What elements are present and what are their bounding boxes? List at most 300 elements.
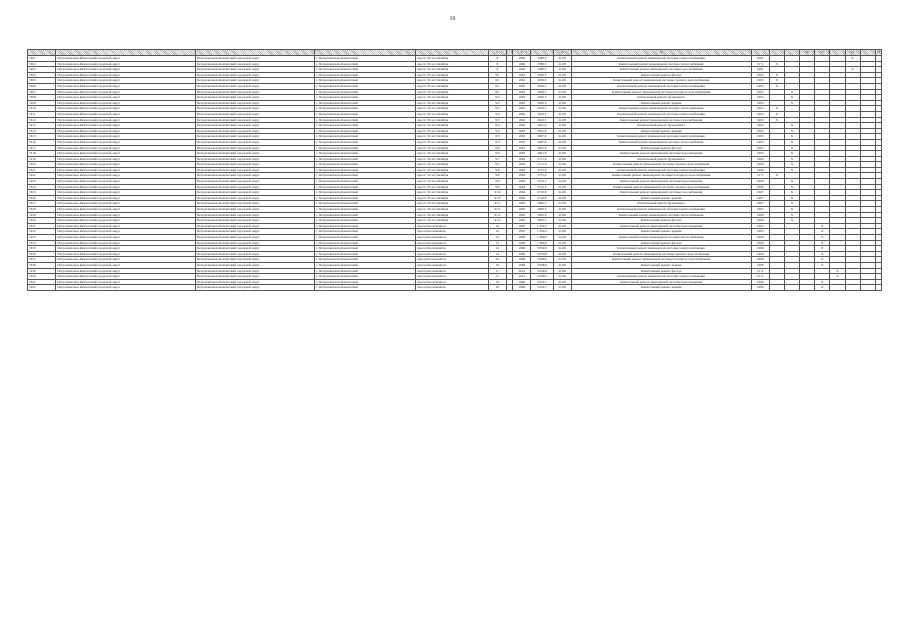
region-cell: Петропавловск-Камчатский городской округ — [56, 218, 195, 224]
city-cell: г. Петропавловск-Камчатский — [315, 246, 416, 252]
area-cell: 2711,0 — [531, 156, 553, 162]
city-cell: г. Петропавловск-Камчатский — [315, 128, 416, 134]
period-mark-cell: X — [784, 218, 799, 224]
area-cell: 2835,5 — [531, 212, 553, 218]
city-cell: г. Петропавловск-Камчатский — [315, 201, 416, 207]
city-cell: г. Петропавловск-Камчатский — [315, 151, 416, 157]
share-cell: 21,08 — [553, 61, 571, 67]
spacer-cell — [860, 285, 875, 291]
street-cell: просп. 50 лет Октября — [416, 207, 489, 213]
period-mark-cell — [769, 285, 784, 291]
region-cell: Петропавловск-Камчатский городской округ — [56, 162, 195, 168]
work-type-cell: Капитальный ремонт инженерной системы горячего водоснабжения — [571, 78, 751, 84]
city-cell: г. Петропавловск-Камчатский — [315, 184, 416, 190]
row-id: 7436 — [28, 251, 56, 257]
street-cell: просп. 50 лет Октября — [416, 61, 489, 67]
repair-year-cell: 1968 — [751, 212, 769, 218]
year-cell: 1964 — [513, 162, 531, 168]
house-number-cell: 9/11 — [488, 201, 506, 207]
area-cell: 3 059,8 — [531, 246, 553, 252]
work-type-cell: Капитальный ремонт инженерной системы электроснабжения — [571, 274, 751, 280]
period-mark-cell: X — [815, 240, 830, 246]
house-number-cell: 9/9 — [488, 179, 506, 185]
row-id: 7408 — [28, 95, 56, 101]
area-cell: 2691,8 — [531, 151, 553, 157]
street-cell: проезд Космонавтов — [416, 285, 489, 291]
row-id: 7404 — [28, 72, 56, 78]
city-cell: г. Петропавловск-Камчатский — [315, 134, 416, 140]
street-cell: просп. 50 лет Октября — [416, 162, 489, 168]
share-cell: 21,08 — [553, 274, 571, 280]
district-cell: Петропавловск-Камчатский городской округ — [195, 173, 314, 179]
region-cell: Петропавловск-Камчатский городской округ — [56, 251, 195, 257]
work-type-cell: Капитальный ремонт инженерной системы электроснабжения — [571, 83, 751, 89]
work-type-cell: Капитальный ремонт инженерной системы электроснабжения — [571, 167, 751, 173]
district-cell: Петропавловск-Камчатский городской округ — [195, 128, 314, 134]
year-cell: 1965 — [513, 229, 531, 235]
region-cell: Петропавловск-Камчатский городской округ — [56, 235, 195, 241]
district-cell: Петропавловск-Камчатский городской округ — [195, 179, 314, 185]
area-cell: 2716,8 — [531, 190, 553, 196]
area-cell: 2621,6 — [531, 128, 553, 134]
repair-year-cell: 1981 — [751, 67, 769, 73]
row-id: 7421 — [28, 167, 56, 173]
house-number-cell: 9/10 — [488, 195, 506, 201]
repair-year-cell: 1966 — [751, 246, 769, 252]
city-cell: г. Петропавловск-Камчатский — [315, 223, 416, 229]
street-cell: просп. 50 лет Октября — [416, 128, 489, 134]
share-cell: 21,08 — [553, 257, 571, 263]
row-id: 7426 — [28, 195, 56, 201]
year-cell: 1968 — [513, 262, 531, 268]
row-id: 7423 — [28, 179, 56, 185]
period-mark-cell: X — [815, 223, 830, 229]
region-cell: Петропавловск-Камчатский городской округ — [56, 83, 195, 89]
house-number-cell: 9/11 — [488, 207, 506, 213]
city-cell: г. Петропавловск-Камчатский — [315, 251, 416, 257]
area-cell: 2691,8 — [531, 145, 553, 151]
repair-year-cell: 1981 — [751, 56, 769, 62]
period-mark-cell: X — [815, 235, 830, 241]
region-cell: Петропавловск-Камчатский городской округ — [56, 95, 195, 101]
year-cell: 2014 — [513, 268, 531, 274]
house-number-cell: 9/3 — [488, 111, 506, 117]
area-cell: 3 040,0 — [531, 274, 553, 280]
period-mark-cell — [830, 285, 845, 291]
work-type-cell: Капитальный ремонт инженерной системы холодного водоснабжения — [571, 173, 751, 179]
house-number-cell: 9/3 — [488, 106, 506, 112]
area-cell: 1 480,6 — [531, 240, 553, 246]
street-cell: проезд Космонавтов — [416, 223, 489, 229]
region-cell: Петропавловск-Камчатский городской округ — [56, 56, 195, 62]
work-type-cell: Капитальный ремонт крыши — [571, 229, 751, 235]
share-cell: 21,08 — [553, 235, 571, 241]
city-cell: г. Петропавловск-Камчатский — [315, 179, 416, 185]
year-cell: 1963 — [513, 151, 531, 157]
row-id: 7440 — [28, 274, 56, 280]
work-type-cell: Капитальный ремонт фасада — [571, 268, 751, 274]
area-cell: 2616,5 — [531, 117, 553, 123]
district-cell: Петропавловск-Камчатский городской округ — [195, 123, 314, 129]
area-cell: 2380,3 — [531, 67, 553, 73]
year-cell: 1965 — [513, 218, 531, 224]
period-mark-cell: X — [784, 100, 799, 106]
region-cell: Петропавловск-Камчатский городской округ — [56, 151, 195, 157]
district-cell: Петропавловск-Камчатский городской округ — [195, 285, 314, 291]
repair-year-cell: 1965 — [751, 139, 769, 145]
repair-year-cell: 1963 — [751, 111, 769, 117]
house-number-cell: 9/4 — [488, 123, 506, 129]
period-mark-cell: X — [769, 117, 784, 123]
house-number-cell: 9/9 — [488, 184, 506, 190]
region-cell: Петропавловск-Камчатский городской округ — [56, 106, 195, 112]
area-cell: 2697,6 — [531, 134, 553, 140]
street-cell: просп. 50 лет Октября — [416, 139, 489, 145]
row-id: 7407 — [28, 89, 56, 95]
area-cell: 2711,0 — [531, 162, 553, 168]
district-cell: Петропавловск-Камчатский городской округ — [195, 162, 314, 168]
region-cell: Петропавловск-Камчатский городской округ — [56, 173, 195, 179]
house-number-cell: 9/1 — [488, 89, 506, 95]
row-id: 7418 — [28, 151, 56, 157]
house-number-cell: 9/8 — [488, 167, 506, 173]
street-cell: просп. 50 лет Октября — [416, 72, 489, 78]
work-type-cell: Капитальный ремонт фасада — [571, 240, 751, 246]
house-number-cell: 17 — [488, 268, 506, 274]
row-id: 7428 — [28, 207, 56, 213]
region-cell: Петропавловск-Камчатский городской округ — [56, 139, 195, 145]
year-cell: 1962 — [513, 106, 531, 112]
row-id: 7406 — [28, 83, 56, 89]
row-id: 7419 — [28, 156, 56, 162]
region-cell: Петропавловск-Камчатский городской округ — [56, 179, 195, 185]
row-id: 7427 — [28, 201, 56, 207]
period-mark-cell: X — [769, 173, 784, 179]
district-cell: Петропавловск-Камчатский городской округ — [195, 279, 314, 285]
period-mark-cell: X — [815, 257, 830, 263]
share-cell: 21,08 — [553, 123, 571, 129]
share-cell: 21,08 — [553, 100, 571, 106]
header-cell: 8 — [513, 50, 531, 56]
share-cell: 21,08 — [553, 285, 571, 291]
page-number: 16 — [449, 16, 456, 22]
row-id: 7403 — [28, 67, 56, 73]
year-cell: 1964 — [513, 156, 531, 162]
share-cell: 21,08 — [553, 156, 571, 162]
district-cell: Петропавловск-Камчатский городской округ — [195, 262, 314, 268]
region-cell: Петропавловск-Камчатский городской округ — [56, 123, 195, 129]
repair-year-cell: 1966 — [751, 235, 769, 241]
work-type-cell: Капитальный ремонт фасада — [571, 218, 751, 224]
district-cell: Петропавловск-Камчатский городской округ — [195, 117, 314, 123]
period-mark-cell — [845, 285, 860, 291]
repair-year-cell: 1967 — [751, 201, 769, 207]
share-cell: 21,08 — [553, 128, 571, 134]
house-number-cell: 9/1 — [488, 72, 506, 78]
year-cell: 1962 — [513, 128, 531, 134]
city-cell: г. Петропавловск-Камчатский — [315, 156, 416, 162]
repair-year-cell: IV 2 — [751, 61, 769, 67]
header-cell: 19 — [845, 50, 860, 56]
region-cell: Петропавловск-Камчатский городской округ — [56, 156, 195, 162]
share-cell: 21,08 — [553, 134, 571, 140]
city-cell: г. Петропавловск-Камчатский — [315, 207, 416, 213]
region-cell: Петропавловск-Камчатский городской округ — [56, 89, 195, 95]
period-mark-cell: X — [845, 56, 860, 62]
share-cell: 21,08 — [553, 145, 571, 151]
city-cell: г. Петропавловск-Камчатский — [315, 257, 416, 263]
city-cell: г. Петропавловск-Камчатский — [315, 268, 416, 274]
share-cell: 21,08 — [553, 218, 571, 224]
house-number-cell: 9/12 — [488, 218, 506, 224]
year-cell: 1960 — [513, 56, 531, 62]
share-cell: 21,08 — [553, 184, 571, 190]
repair-year-cell: 1965 — [751, 134, 769, 140]
work-type-cell: Капитальный ремонт инженерной системы холодного водоснабжения — [571, 89, 751, 95]
district-cell: Петропавловск-Камчатский городской округ — [195, 100, 314, 106]
year-cell: 1962 — [513, 89, 531, 95]
period-mark-cell: X — [784, 95, 799, 101]
period-mark-cell: X — [784, 145, 799, 151]
district-cell: Петропавловск-Камчатский городской округ — [195, 268, 314, 274]
region-cell: Петропавловск-Камчатский городской округ — [56, 285, 195, 291]
district-cell: Петропавловск-Камчатский городской округ — [195, 240, 314, 246]
city-cell: г. Петропавловск-Камчатский — [315, 218, 416, 224]
year-cell: 1964 — [513, 179, 531, 185]
repair-year-cell: IV 4 — [751, 268, 769, 274]
house-number-cell: 12 — [488, 235, 506, 241]
area-cell: 3 068,9 — [531, 262, 553, 268]
work-type-cell: Капитальный ремонт инженерной системы электроснабжения — [571, 111, 751, 117]
share-cell: 21,08 — [553, 111, 571, 117]
period-mark-cell: X — [784, 190, 799, 196]
street-cell: просп. 50 лет Октября — [416, 151, 489, 157]
region-cell: Петропавловск-Камчатский городской округ — [56, 279, 195, 285]
city-cell: г. Петропавловск-Камчатский — [315, 56, 416, 62]
district-cell: Петропавловск-Камчатский городской округ — [195, 56, 314, 62]
city-cell: г. Петропавловск-Камчатский — [315, 190, 416, 196]
row-id: 7417 — [28, 145, 56, 151]
header-cell: 11 — [571, 50, 751, 56]
row-id: 7409 — [28, 100, 56, 106]
period-mark-cell — [784, 285, 799, 291]
year-cell: 1965 — [513, 223, 531, 229]
header-cell: 6 — [488, 50, 506, 56]
region-cell: Петропавловск-Камчатский городской округ — [56, 100, 195, 106]
repair-year-cell: 1967 — [751, 190, 769, 196]
share-cell: 21,08 — [553, 251, 571, 257]
share-cell: 21,08 — [553, 179, 571, 185]
area-cell: 3 068,9 — [531, 257, 553, 263]
area-cell: 2380,3 — [531, 56, 553, 62]
house-number-cell: 9/12 — [488, 212, 506, 218]
repair-year-cell: 1966 — [751, 240, 769, 246]
street-cell: просп. 50 лет Октября — [416, 201, 489, 207]
share-cell: 21,08 — [553, 212, 571, 218]
row-id: 7432 — [28, 229, 56, 235]
share-cell: 21,08 — [553, 67, 571, 73]
work-type-cell: Капитальный ремонт инженерной системы водоотведения — [571, 179, 751, 185]
region-cell: Петропавловск-Камчатский городской округ — [56, 61, 195, 67]
row-id: 7439 — [28, 268, 56, 274]
region-cell: Петропавловск-Камчатский городской округ — [56, 246, 195, 252]
repair-year-cell: 1963 — [751, 95, 769, 101]
year-cell: 1966 — [513, 251, 531, 257]
row-id: 7425 — [28, 190, 56, 196]
period-mark-cell: X — [784, 179, 799, 185]
district-cell: Петропавловск-Камчатский городской округ — [195, 151, 314, 157]
area-cell: 2835,5 — [531, 218, 553, 224]
work-type-cell: Капитальный ремонт инженерной системы электроснабжения — [571, 56, 751, 62]
table-row — [28, 285, 882, 291]
year-cell: 1964 — [513, 195, 531, 201]
row-id: 7442 — [28, 285, 56, 291]
house-number-cell: 9/4 — [488, 128, 506, 134]
year-cell: 1962 — [513, 78, 531, 84]
share-cell: 21,08 — [553, 201, 571, 207]
year-cell: 1964 — [513, 190, 531, 196]
house-number-cell: 16 — [488, 257, 506, 263]
period-mark-cell: X — [784, 162, 799, 168]
repair-year-cell: 1965 — [751, 229, 769, 235]
city-cell: г. Петропавловск-Камчатский — [315, 83, 416, 89]
region-cell: Петропавловск-Камчатский городской округ — [56, 190, 195, 196]
street-cell: проезд Космонавтов — [416, 262, 489, 268]
period-mark-cell: X — [784, 128, 799, 134]
region-cell: Петропавловск-Камчатский городской округ — [56, 229, 195, 235]
region-cell: Петропавловск-Камчатский городской округ — [56, 184, 195, 190]
city-cell: г. Петропавловск-Камчатский — [315, 123, 416, 129]
work-type-cell: Капитальный ремонт инженерной системы газоснабжения — [571, 117, 751, 123]
district-cell: Петропавловск-Камчатский городской округ — [195, 207, 314, 213]
period-mark-cell: X — [830, 274, 845, 280]
row-id: 7435 — [28, 246, 56, 252]
city-cell: г. Петропавловск-Камчатский — [315, 95, 416, 101]
share-cell: 21,08 — [553, 162, 571, 168]
work-type-cell: Капитальный ремонт фундамента — [571, 95, 751, 101]
share-cell: 21,08 — [553, 190, 571, 196]
district-cell: Петропавловск-Камчатский городской округ — [195, 201, 314, 207]
year-cell: 2014 — [513, 274, 531, 280]
repair-year-cell: 1967 — [751, 207, 769, 213]
share-cell: 21,08 — [553, 229, 571, 235]
street-cell: просп. 50 лет Октября — [416, 195, 489, 201]
repair-year-cell: 1966 — [751, 167, 769, 173]
house-number-cell: 10 — [488, 229, 506, 235]
city-cell: г. Петропавловск-Камчатский — [315, 274, 416, 280]
share-cell: 21,08 — [553, 78, 571, 84]
header-cell: 17 — [815, 50, 830, 56]
row-id: 7438 — [28, 262, 56, 268]
area-cell: 3 040,0 — [531, 268, 553, 274]
city-cell: г. Петропавловск-Камчатский — [315, 145, 416, 151]
year-cell: 1966 — [513, 240, 531, 246]
year-cell: 1964 — [513, 167, 531, 173]
period-mark-cell: X — [784, 156, 799, 162]
region-cell: Петропавловск-Камчатский городской округ — [56, 167, 195, 173]
street-cell: проезд Космонавтов — [416, 251, 489, 257]
year-cell: 1962 — [513, 83, 531, 89]
period-mark-cell: X — [845, 67, 860, 73]
house-number-cell: 16 — [488, 262, 506, 268]
house-number-cell: 9/6 — [488, 145, 506, 151]
period-mark-cell: X — [815, 251, 830, 257]
district-cell: Петропавловск-Камчатский городской округ — [195, 106, 314, 112]
repair-year-cell: 1968 — [751, 257, 769, 263]
period-mark-cell: X — [815, 229, 830, 235]
city-cell: г. Петропавловск-Камчатский — [315, 279, 416, 285]
area-cell: 3 024,7 — [531, 285, 553, 291]
repair-year-cell: 1968 — [751, 262, 769, 268]
house-number-cell: 9/2 — [488, 95, 506, 101]
repair-year-cell: 1966 — [751, 179, 769, 185]
row-id: 7430 — [28, 218, 56, 224]
period-mark-cell: X — [784, 201, 799, 207]
region-cell: Петропавловск-Камчатский городской округ — [56, 262, 195, 268]
street-cell: просп. 50 лет Октября — [416, 173, 489, 179]
street-cell: просп. 50 лет Октября — [416, 56, 489, 62]
work-type-cell: Капитальный ремонт инженерной системы электроснабжения — [571, 246, 751, 252]
share-cell: 21,08 — [553, 89, 571, 95]
work-type-cell: Капитальный ремонт крыши — [571, 128, 751, 134]
year-cell: 1962 — [513, 123, 531, 129]
year-cell: 1965 — [513, 207, 531, 213]
area-cell: 2630,3 — [531, 95, 553, 101]
period-mark-cell: X — [815, 285, 830, 291]
district-cell: Петропавловск-Камчатский городской округ — [195, 229, 314, 235]
share-cell: 21,08 — [553, 240, 571, 246]
district-cell: Петропавловск-Камчатский городской округ — [195, 246, 314, 252]
city-cell: г. Петропавловск-Камчатский — [315, 162, 416, 168]
share-cell: 21,08 — [553, 173, 571, 179]
repair-year-cell: IV 4 — [751, 274, 769, 280]
row-id: 7405 — [28, 78, 56, 84]
street-cell: просп. 50 лет Октября — [416, 156, 489, 162]
street-cell: просп. 50 лет Октября — [416, 167, 489, 173]
period-mark-cell — [800, 285, 815, 291]
year-cell: 1960 — [513, 67, 531, 73]
area-cell: 2715,6 — [531, 167, 553, 173]
capital-repair-register-table — [27, 49, 882, 291]
street-cell: просп. 50 лет Октября — [416, 67, 489, 73]
header-cell: 21 — [876, 50, 881, 55]
work-type-cell: Капитальный ремонт инженерной системы электроснабжения — [571, 207, 751, 213]
area-cell: 3 024,7 — [531, 279, 553, 285]
street-cell: проезд Космонавтов — [416, 274, 489, 280]
year-cell: 1965 — [513, 212, 531, 218]
work-type-cell: Капитальный ремонт инженерной системы газоснабжения — [571, 190, 751, 196]
house-number-cell: 18 — [488, 279, 506, 285]
share-cell: 21,08 — [553, 195, 571, 201]
city-cell: г. Петропавловск-Камчатский — [315, 167, 416, 173]
street-cell: просп. 50 лет Октября — [416, 83, 489, 89]
row-id: 7415 — [28, 134, 56, 140]
district-cell: Петропавловск-Камчатский городской округ — [195, 223, 314, 229]
house-number-cell: 9/1 — [488, 78, 506, 84]
repair-year-cell: 1966 — [751, 285, 769, 291]
house-number-cell: 18 — [488, 285, 506, 291]
district-cell: Петропавловск-Камчатский городской округ — [195, 95, 314, 101]
house-number-cell: 12 — [488, 240, 506, 246]
period-mark-cell: X — [784, 207, 799, 213]
year-cell: 1962 — [513, 95, 531, 101]
repair-year-cell: 1965 — [751, 151, 769, 157]
city-cell: г. Петропавловск-Камчатский — [315, 78, 416, 84]
district-cell: Петропавловск-Камчатский городской округ — [195, 111, 314, 117]
repair-year-cell: 1965 — [751, 223, 769, 229]
share-cell: 21,08 — [553, 117, 571, 123]
street-cell: просп. 50 лет Октября — [416, 100, 489, 106]
